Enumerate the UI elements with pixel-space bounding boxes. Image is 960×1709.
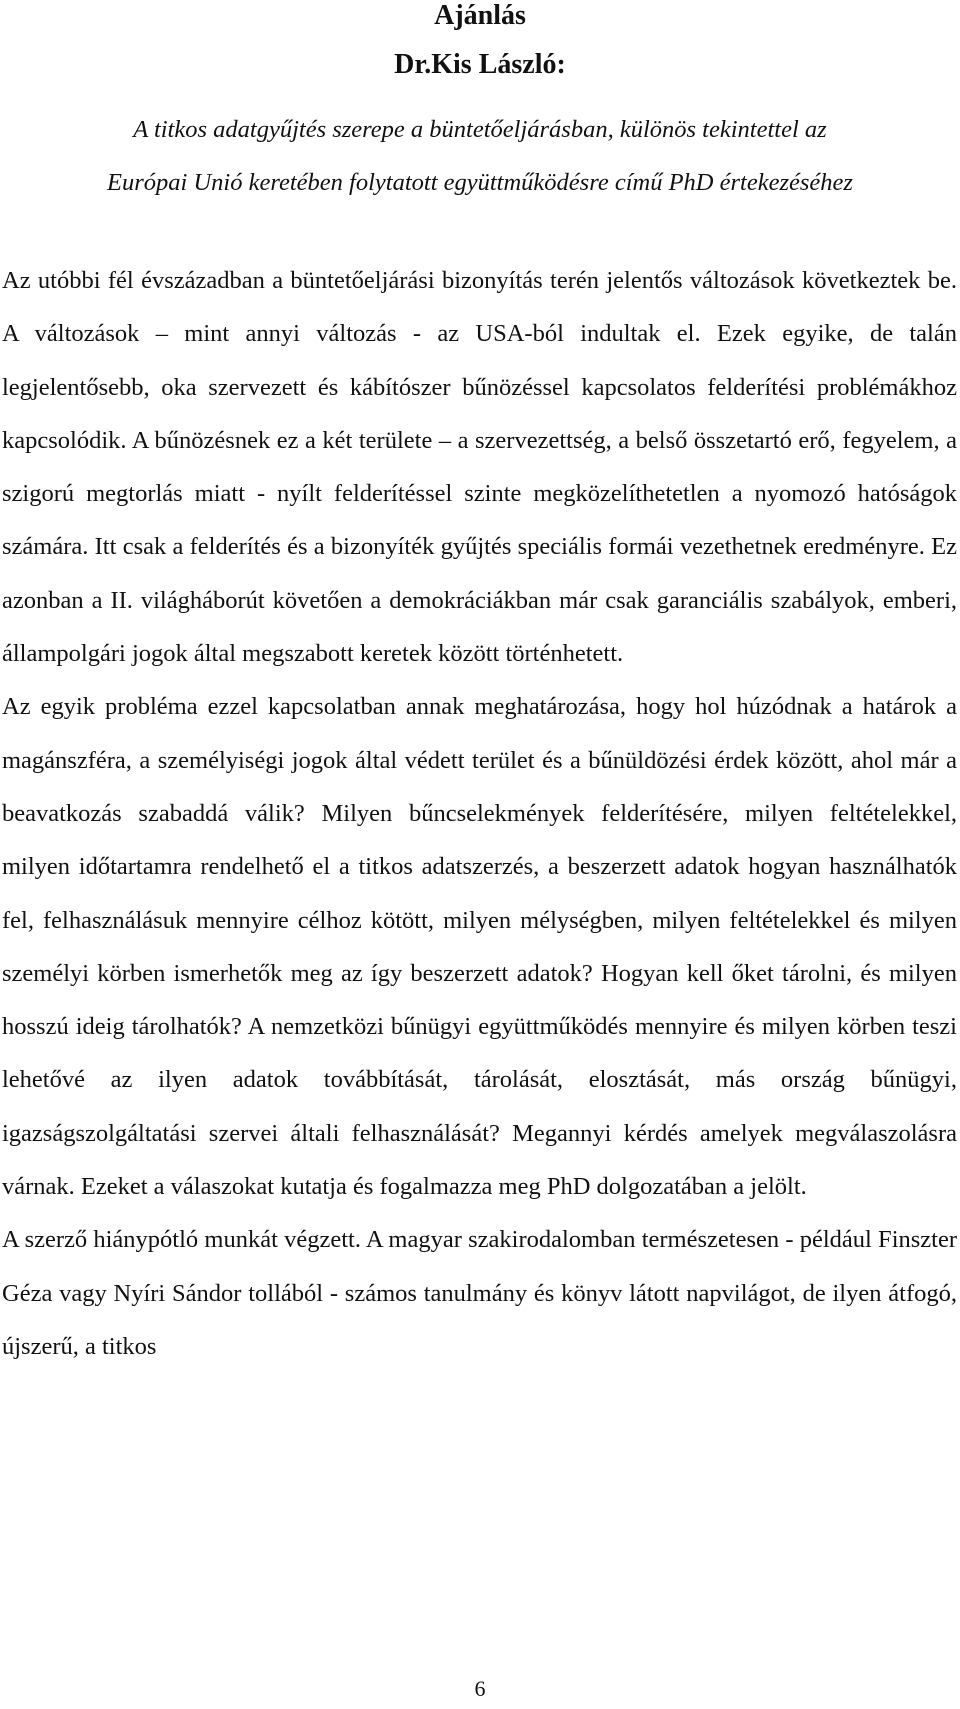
dissertation-title-line: A titkos adatgyűjtés szerepe a büntetőeljárásban, különös tekintettel az <box>133 116 827 143</box>
dissertation-title-line: Európai Unió keretében folytatott együttműködésre című PhD értekezéséhez <box>107 169 853 196</box>
document-title: Ajánlás <box>434 0 526 31</box>
page-number: 6 <box>474 1676 486 1701</box>
dissertation-title <box>0 103 960 209</box>
body-paragraph: Az utóbbi fél évszázadban a büntetőeljárási bizonyítás terén jelentős változások következtek be. A változások – mint annyi változás - az USA-ból indultak el. Ezek egyike, de talán legjelentősebb, oka szervezett és kábítószer bűnözéssel kapcsolatos felderítési problémákhoz kapcsolódik. A bűnözésnek ez a két területe – a szervezettség, a belső összetartó erő, fegyelem, a szigorú megtorlás miatt - nyílt felderítéssel szinte megközelíthetetlen a nyomozó hatóságok számára. Itt csak a felderítés és a bizonyíték gyűjtés speciális formái vezethetnek eredményre. Ez azonban a II. világháborút követően a demokráciákban már csak garanciális szabályok, emberi, állampolgári jogok által megszabott keretek között történhetett. <box>2 267 957 668</box>
body-paragraph: A szerző hiánypótló munkát végzett. A magyar szakirodalomban természetesen - például Finszter Géza vagy Nyíri Sándor tollából - számos tanulmány és könyv látott napvilágot, de ilyen átfogó, újszerű, a titkos <box>2 1226 957 1360</box>
author-name: Dr.Kis László: <box>394 49 566 80</box>
document-body <box>2 254 957 1373</box>
body-paragraph: Az egyik probléma ezzel kapcsolatban annak meghatározása, hogy hol húzódnak a határok a magánszféra, a személyiségi jogok által védett terület és a bűnüldözési érdek között, ahol már a beavatkozás szabaddá válik? Milyen bűncselekmények felderítésére, milyen feltételekkel, milyen időtartamra rendelhető el a titkos adatszerzés, a beszerzett adatok hogyan használhatók fel, felhasználásuk mennyire célhoz kötött, milyen mélységben, milyen feltételekkel és milyen személyi körben ismerhetők meg az így beszerzett adatok? Hogyan kell őket tárolni, és milyen hosszú ideig tárolhatók? A nemzetközi bűnügyi együttműködés mennyire és milyen körben teszi lehetővé az ilyen adatok továbbítását, tárolását, elosztását, más ország bűnügyi, igazságszolgáltatási szervei általi felhasználását? Megannyi kérdés amelyek megválaszolásra várnak. Ezeket a válaszokat kutatja és fogalmazza meg PhD dolgozatában a jelölt. <box>2 693 957 1201</box>
